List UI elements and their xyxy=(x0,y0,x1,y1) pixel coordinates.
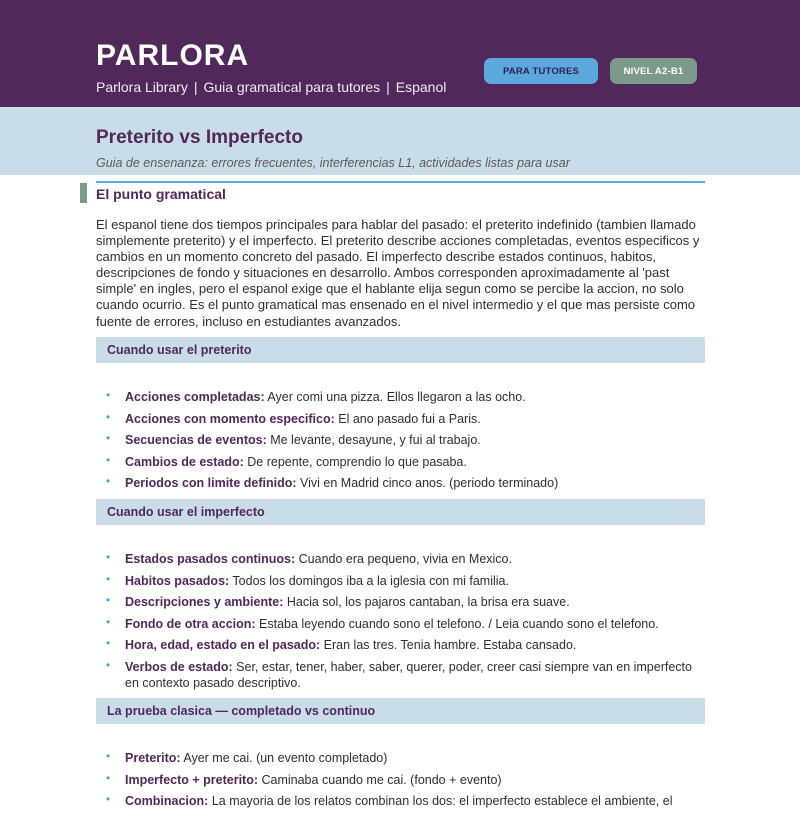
page-subtitle: Guia de ensenanza: errores frecuentes, interferencias L1, actividades listas para usar xyxy=(96,156,570,170)
list-item xyxy=(96,389,708,405)
list-item xyxy=(96,772,708,788)
bullet-icon: • xyxy=(106,388,111,402)
item-example: De repente, comprendio lo que pasaba. xyxy=(243,454,467,469)
item-example: Hacia sol, los pajaros cantaban, la brisa era suave. xyxy=(283,595,570,610)
item-term: Preterito: xyxy=(125,751,181,765)
list-item xyxy=(96,793,708,809)
item-example: Eran las tres. Tenia hambre. Estaba cansado. xyxy=(320,638,577,653)
list-item xyxy=(96,750,708,766)
item-example: Me levante, desayune, y fui al trabajo. xyxy=(266,433,481,448)
subsection-header-prueba xyxy=(96,698,705,724)
list-item xyxy=(96,551,708,567)
item-term: Habitos pasados: xyxy=(125,573,230,588)
item-term: Hora, edad, estado en el pasado: xyxy=(125,638,321,653)
bullet-icon: • xyxy=(106,770,111,785)
bullet-icon: • xyxy=(106,657,111,672)
list-item xyxy=(96,432,708,448)
list-item xyxy=(96,454,708,470)
item-example: Vivi en Madrid cinco anos. (periodo terminado) xyxy=(296,476,559,491)
item-term: Cambios de estado: xyxy=(125,454,244,469)
imperfecto-list xyxy=(96,551,708,697)
bullet-icon: • xyxy=(106,550,111,564)
item-example: Estaba leyendo cuando sono el telefono. / Leia cuando sono el telefono. xyxy=(255,616,659,631)
item-term: Fondo de otra accion: xyxy=(125,616,256,631)
brand-logo: PARLORA xyxy=(96,39,250,72)
list-item xyxy=(96,594,708,610)
bullet-icon: • xyxy=(106,571,111,586)
item-example: Ayer me cai. (un evento completado) xyxy=(180,751,388,765)
breadcrumb-guide[interactable]: Guia gramatical para tutores xyxy=(203,79,381,95)
preterito-list xyxy=(96,389,708,497)
bullet-icon: • xyxy=(106,636,111,651)
section-rule xyxy=(96,181,705,183)
list-item xyxy=(96,573,708,589)
item-example: La mayoria de los relatos combinan los dos: el imperfecto establece el ambiente, el xyxy=(208,794,673,809)
item-example: Ser, estar, tener, haber, saber, querer, poder, creer casi siempre van en imperfecto en contexto pasado descriptivo. xyxy=(125,659,692,690)
bullet-icon: • xyxy=(106,452,111,467)
prueba-list xyxy=(96,750,708,815)
bullet-icon: • xyxy=(106,474,111,489)
page-title: Preterito vs Imperfecto xyxy=(96,127,303,148)
list-item xyxy=(96,659,708,691)
bullet-icon: • xyxy=(106,792,111,807)
bullet-icon: • xyxy=(106,593,111,608)
subsection-title: Cuando usar el preterito xyxy=(107,343,252,357)
item-term: Imperfecto + preterito: xyxy=(125,772,259,787)
list-item xyxy=(96,616,708,632)
breadcrumb-library[interactable]: Parlora Library xyxy=(96,79,188,95)
list-item xyxy=(96,475,708,491)
breadcrumb-separator: | xyxy=(193,79,198,95)
item-example: Todos los domingos iba a la iglesia con mi familia. xyxy=(229,573,509,588)
section-title: El punto gramatical xyxy=(96,186,226,202)
bullet-icon: • xyxy=(106,409,111,424)
item-term: Combinacion: xyxy=(125,794,209,809)
breadcrumb-separator: | xyxy=(386,79,390,95)
page-header xyxy=(0,0,800,107)
level-badge: NIVEL A2-B1 xyxy=(610,58,697,84)
breadcrumb-language[interactable]: Espanol xyxy=(395,79,447,95)
item-term: Acciones completadas: xyxy=(125,390,265,404)
subsection-header-imperfecto xyxy=(96,499,705,525)
item-example: Caminaba cuando me cai. (fondo + evento) xyxy=(258,772,502,787)
subsection-title: Cuando usar el imperfecto xyxy=(107,505,265,519)
item-term: Verbos de estado: xyxy=(125,659,233,674)
section-marker xyxy=(80,183,87,203)
item-term: Periodos con limite definido: xyxy=(125,476,297,491)
bullet-icon: • xyxy=(106,614,111,629)
item-example: Cuando era pequeno, vivia en Mexico. xyxy=(295,552,512,566)
intro-paragraph: El espanol tiene dos tiempos principales para hablar del pasado: el preterito indefinido (tambien llamado simplemente preterito) y el imperfecto. El preterito describe acciones completadas, eventos especificos y cambios en un momento concreto del pasado. El imperfecto describe estados continuos, habitos, descripciones de fondo y situaciones en desarrollo. Ambos corresponden aproximadamente al 'past simple' en ingles, pero el espanol exige que el hablante elija segun como se percibe la accion, no solo cuando ocurrio. Es el punto gramatical mas ensenado en el nivel intermedio y el que mas persiste como fuente de errores, incluso en estudiantes avanzados. xyxy=(96,217,700,329)
list-item xyxy=(96,637,708,653)
breadcrumb xyxy=(96,79,446,96)
item-term: Descripciones y ambiente: xyxy=(125,595,284,610)
subsection-header-preterito xyxy=(96,337,705,363)
bullet-icon: • xyxy=(106,749,111,763)
item-term: Estados pasados continuos: xyxy=(125,552,296,566)
bullet-icon: • xyxy=(106,431,111,446)
audience-badge: PARA TUTORES xyxy=(484,58,598,84)
item-example: Ayer comi una pizza. Ellos llegaron a las ocho. xyxy=(264,390,526,404)
subsection-title: La prueba clasica — completado vs continuo xyxy=(107,704,376,718)
item-term: Secuencias de eventos: xyxy=(125,433,267,448)
item-example: El ano pasado fui a Paris. xyxy=(334,411,481,426)
list-item xyxy=(96,411,708,427)
item-term: Acciones con momento especifico: xyxy=(125,411,335,426)
